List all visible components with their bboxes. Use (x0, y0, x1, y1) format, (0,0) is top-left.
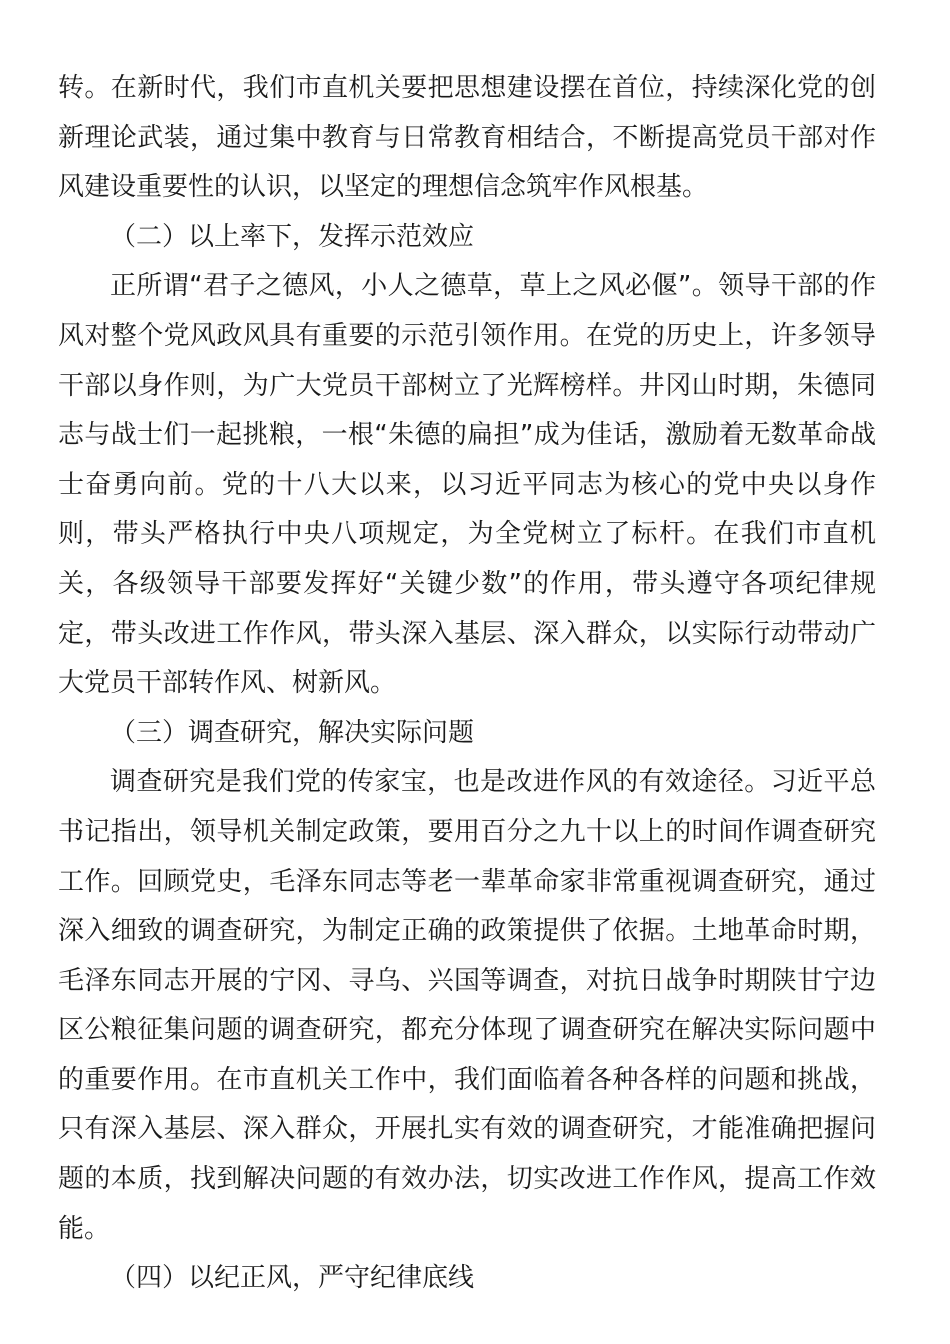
section-heading-3: （三）调查研究，解决实际问题 (110, 717, 475, 748)
section-heading-2: （二）以上率下，发挥示范效应 (110, 221, 475, 252)
document-body (58, 64, 876, 1304)
paragraph-section-2: 正所谓“君子之德风，小人之德草，草上之风必偃”。领导干部的作风对整个党风政风具有重要的示范引领作用。在党的历史上，许多领导干部以身作则，为广大党员干部树立了光辉榜样。井冈山时期，朱德同志与战士们一起挑粮，一根“朱德的扁担”成为佳话，激励着无数革命战士奋勇向前。党的十八大以来，以习近平同志为核心的党中央以身作则，带头严格执行中央八项规定，为全党树立了标杆。在我们市直机关，各级领导干部要发挥好“关键少数”的作用，带头遵守各项纪律规定，带头改进工作作风，带头深入基层、深入群众，以实际行动带动广大党员干部转作风、树新风。 (58, 271, 876, 699)
paragraph-continuation: 转。在新时代，我们市直机关要把思想建设摆在首位，持续深化党的创新理论武装，通过集中教育与日常教育相结合，不断提高党员干部对作风建设重要性的认识，以坚定的理想信念筑牢作风根基。 (58, 73, 876, 203)
paragraph-section-3: 调查研究是我们党的传家宝，也是改进作风的有效途径。习近平总书记指出，领导机关制定政策，要用百分之九十以上的时间作调查研究工作。回顾党史，毛泽东同志等老一辈革命家非常重视调查研究，通过深入细致的调查研究，为制定正确的政策提供了依据。土地革命时期，毛泽东同志开展的宁冈、寻乌、兴国等调查，对抗日战争时期陕甘宁边区公粮征集问题的调查研究，都充分体现了调查研究在解决实际问题中的重要作用。在市直机关工作中，我们面临着各种各样的问题和挑战，只有深入基层、深入群众，开展扎实有效的调查研究，才能准确把握问题的本质，找到解决问题的有效办法，切实改进工作作风，提高工作效能。 (58, 767, 876, 1244)
section-heading-4: （四）以纪正风，严守纪律底线 (110, 1263, 475, 1294)
